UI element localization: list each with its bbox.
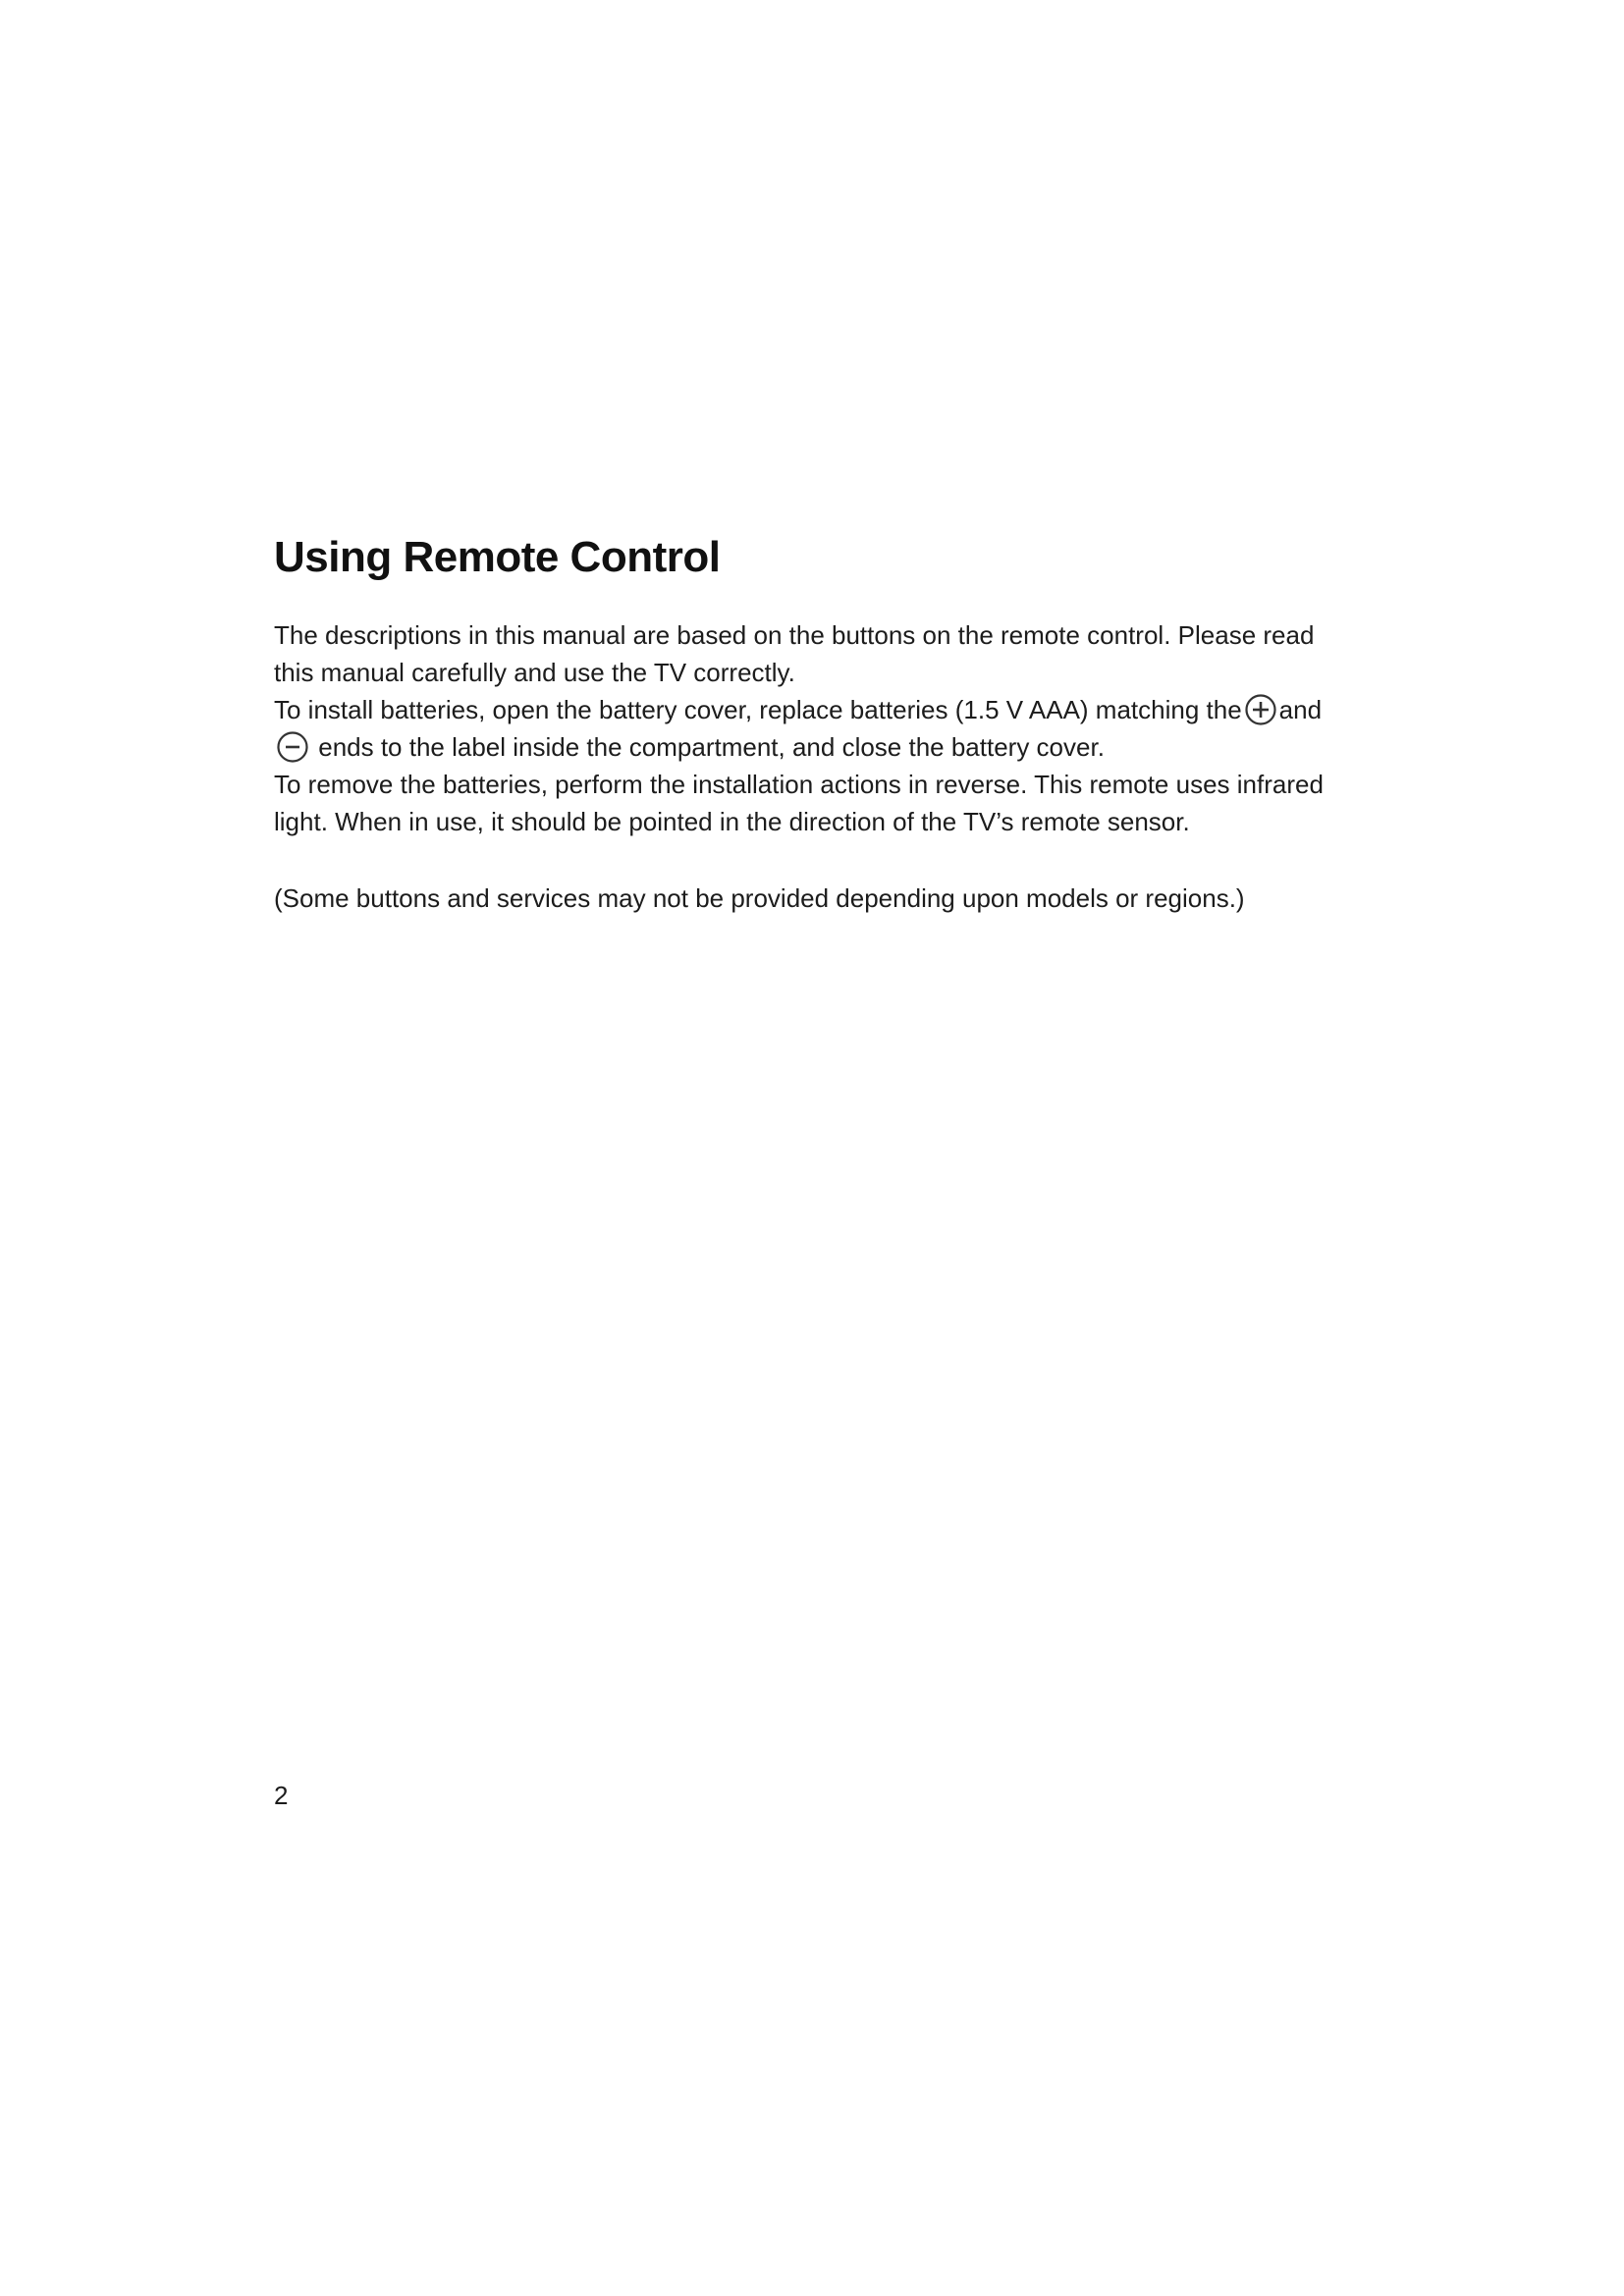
install-text-part3: ends to the label inside the compartment, and close the battery cover.	[318, 732, 1105, 762]
intro-paragraph: The descriptions in this manual are based on the buttons on the remote control. Please read this manual carefully and use the TV correctly.	[274, 620, 1315, 687]
availability-note: (Some buttons and services may not be provided depending upon models or regions.)	[274, 883, 1245, 913]
minus-circle-icon	[276, 730, 309, 764]
body-text	[274, 616, 1354, 840]
install-paragraph	[274, 691, 1354, 766]
remove-paragraph: To remove the batteries, perform the installation actions in reverse. This remote uses infrared light. When in use, it should be pointed in the direction of the TV’s remote sensor.	[274, 770, 1324, 836]
page-title: Using Remote Control	[274, 533, 721, 581]
install-text-part1: To install batteries, open the battery cover, replace batteries (1.5 V AAA) matching the	[274, 695, 1242, 724]
plus-circle-icon	[1244, 693, 1277, 726]
content-block	[274, 528, 1354, 942]
page-number: 2	[274, 1781, 289, 1810]
install-text-part2: and	[1278, 695, 1323, 724]
